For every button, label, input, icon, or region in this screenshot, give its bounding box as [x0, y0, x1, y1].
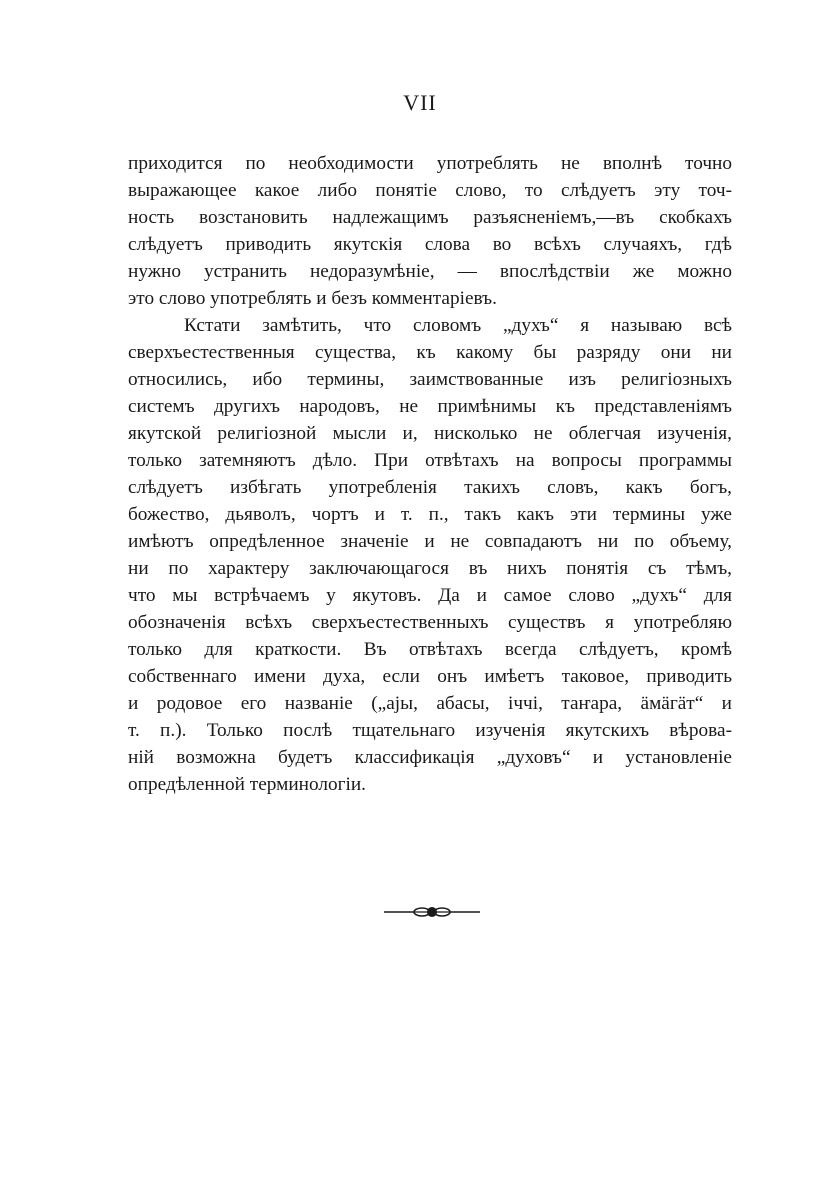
- text-line: что мы встрѣчаемъ у якутовъ. Да и самое слово „духъ“ для: [128, 585, 732, 606]
- paragraph-2: [128, 312, 732, 798]
- text-line: якутской религіозной мысли и, нисколько не облегчая изученія,: [128, 423, 732, 444]
- text-line: выражающее какое либо понятіе слово, то слѣдуетъ эту точ-: [128, 180, 732, 201]
- text-line: и родовое его названіе („аjы, абасы, іччі, таҥара, ӓмӓгӓт“ и: [128, 693, 732, 714]
- text-line: имѣютъ опредѣленное значеніе и не совпадаютъ ни по объему,: [128, 531, 732, 552]
- text-line: это слово употреблять и безъ комментаріевъ.: [128, 288, 497, 309]
- text-line: опредѣленной терминологіи.: [128, 774, 367, 795]
- text-line: слѣдуетъ избѣгать употребленія такихъ словъ, какъ богъ,: [128, 477, 732, 498]
- text-line: ность возстановить надлежащимъ разъясненіемъ,—въ скобкахъ: [128, 207, 732, 228]
- text-line: Кстати замѣтить, что словомъ „духъ“ я называю всѣ: [184, 315, 732, 336]
- end-ornament-icon: [384, 902, 480, 922]
- text-line: только затемняютъ дѣло. При отвѣтахъ на вопросы программы: [128, 450, 732, 471]
- text-line: только для краткости. Въ отвѣтахъ всегда слѣдуетъ, кромѣ: [128, 639, 732, 660]
- text-line: собственнаго имени духа, если онъ имѣетъ таковое, приводить: [128, 666, 732, 687]
- body-text: [128, 150, 732, 798]
- text-line: обозначенія всѣхъ сверхъестественныхъ существъ я употребляю: [128, 612, 732, 633]
- text-line: приходится по необходимости употреблять не вполнѣ точно: [128, 153, 732, 174]
- text-line: божество, дьяволъ, чортъ и т. п., такъ какъ эти термины уже: [128, 504, 732, 525]
- paragraph-1: [128, 150, 732, 312]
- page-number: VII: [403, 90, 437, 115]
- text-line: системъ другихъ народовъ, не примѣнимы къ представленіямъ: [128, 396, 732, 417]
- text-line: ни по характеру заключающагося въ нихъ понятія съ тѣмъ,: [128, 558, 732, 579]
- text-line: нужно устранить недоразумѣніе, — впослѣдствіи же можно: [128, 261, 732, 282]
- text-line: слѣдуетъ приводить якутскія слова во всѣхъ случаяхъ, гдѣ: [128, 234, 732, 255]
- text-line: ній возможна будетъ классификація „духовъ“ и установленіе: [128, 747, 732, 768]
- text-line: относились, ибо термины, заимствованные изъ религіозныхъ: [128, 369, 732, 390]
- text-line: сверхъестественныя существа, къ какому бы разряду они ни: [128, 342, 732, 363]
- text-line: т. п.). Только послѣ тщательнаго изученія якутскихъ вѣрова-: [128, 720, 732, 741]
